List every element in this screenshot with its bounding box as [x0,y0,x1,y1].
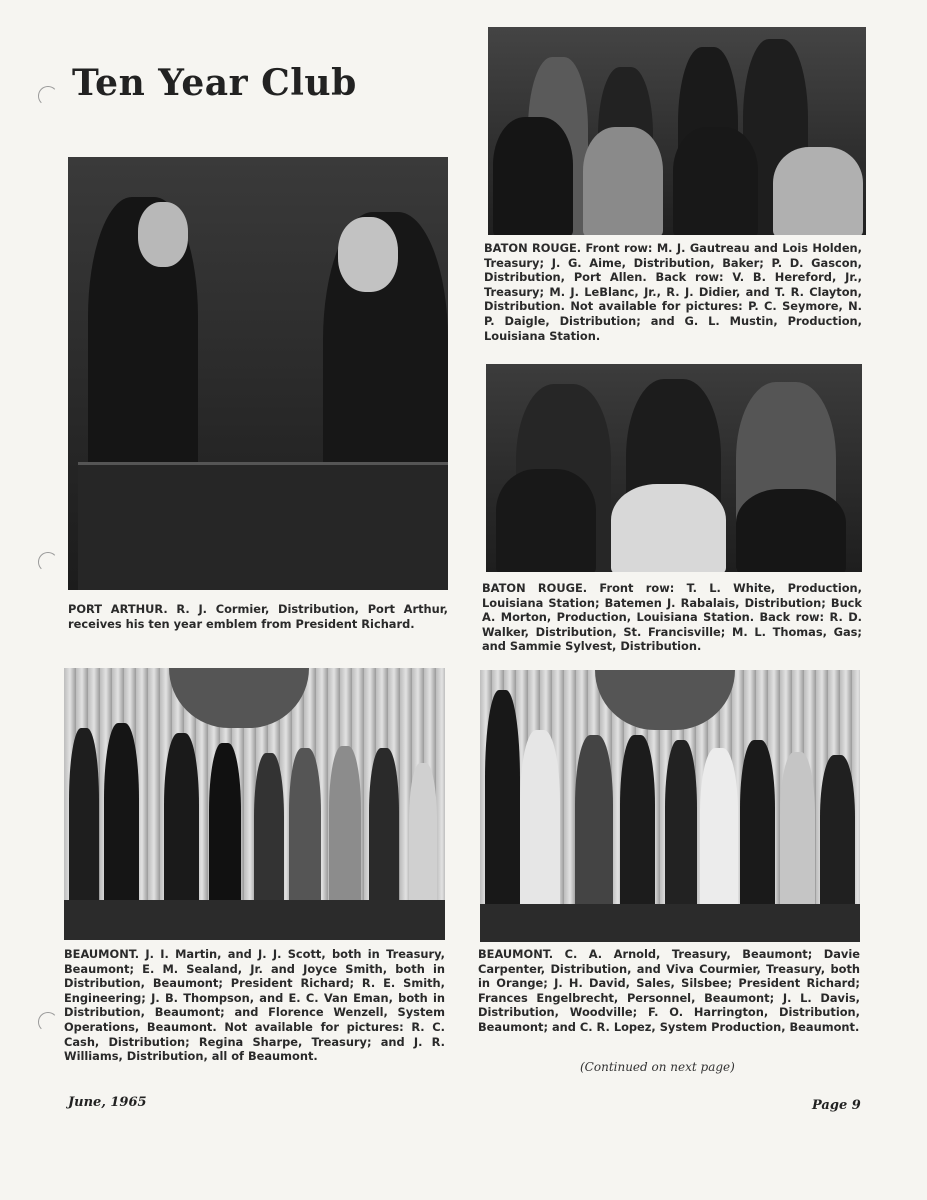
caption-beaumont-1: BEAUMONT. J. I. Martin, and J. J. Scott, both in Treasury, Beaumont; E. M. Sealand, Jr. and Joyce Smith, both in Distribution, Beaumont; President Richard; R. E. Smith, Engineering; J. B. Thompson, and E. C. Van Eman, both in Distribution, Beaumont; and Florence Wenzell, System Operations, Beaumont. Not available for pictures: R. C. Cash, Distribution; Regina Sharpe, Treasury; and J. R. Williams, Distribution, all of Beaumont. [64,947,445,1064]
continued-note: (Continued on next page) [580,1060,735,1074]
footer-date: June, 1965 [68,1095,147,1110]
caption-beaumont-2: BEAUMONT. C. A. Arnold, Treasury, Beaumont; Davie Carpenter, Distribution, and Viva Courmier, Treasury, both in Orange; J. H. David, Sales, Silsbee; President Richard; Frances Engelbrecht, Personnel, Beaumont; J. L. Davis, Distribution, Woodville; F. O. Harrington, Distribution, Beaumont; and C. R. Lopez, System Production, Beaumont. [478,947,860,1034]
photo-beaumont-group-1 [64,668,445,940]
caption-port-arthur: PORT ARTHUR. R. J. Cormier, Distribution, Port Arthur, receives his ten year emblem from President Richard. [68,602,448,631]
photo-beaumont-group-2 [480,670,860,942]
photo-port-arthur [68,157,448,590]
caption-baton-rouge-1: BATON ROUGE. Front row: M. J. Gautreau and Lois Holden, Treasury; J. G. Aime, Distribution, Baker; P. D. Gascon, Distribution, Port Allen. Back row: V. B. Hereford, Jr., Treasury; M. J. LeBlanc, Jr., R. J. Didier, and T. R. Clayton, Distribution. Not available for pictures: P. C. Seymore, N. P. Daigle, Distribution; and G. L. Mustin, Production, Louisiana Station. [484,241,862,343]
page-title: Ten Year Club [72,62,357,104]
binder-hole [38,1012,58,1032]
photo-baton-rouge-group-2 [486,364,862,572]
caption-baton-rouge-2: BATON ROUGE. Front row: T. L. White, Production, Louisiana Station; Batemen J. Rabalais, Distribution; Buck A. Morton, Production, Louisiana Station. Back row: R. D. Walker, Distribution, St. Francisville; M. L. Thomas, Gas; and Sammie Sylvest, Distribution. [482,581,862,654]
binder-hole [38,552,58,572]
page-number: Page 9 [812,1098,861,1113]
binder-hole [38,86,58,106]
photo-baton-rouge-group-1 [488,27,866,235]
